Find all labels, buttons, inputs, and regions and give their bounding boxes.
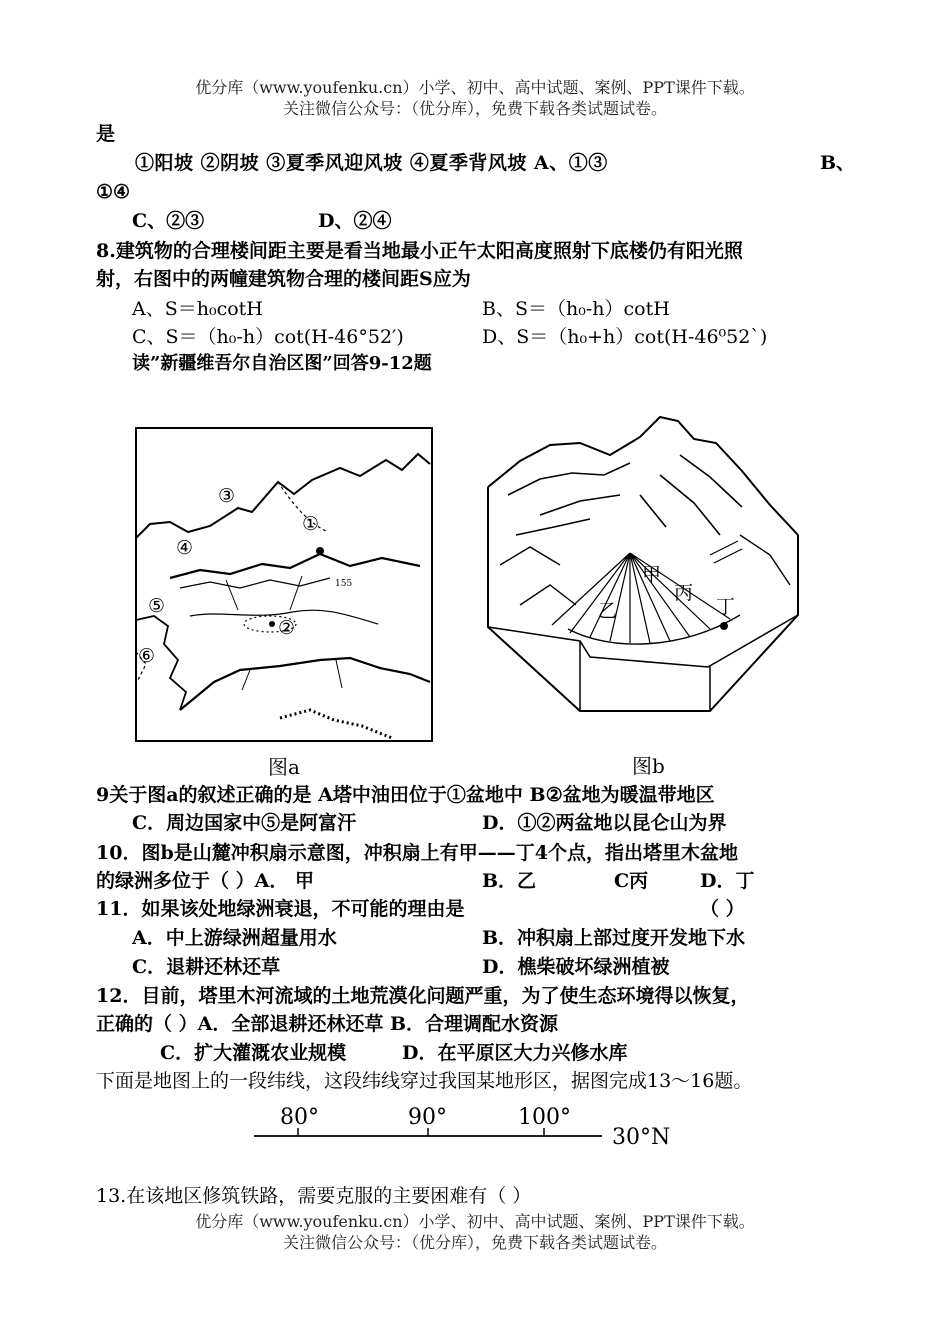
svg-text:乙: 乙 [598, 600, 618, 622]
q10-stem-2: 的绿洲多位于（ ）A． 甲 [96, 870, 314, 892]
svg-text:①: ① [302, 513, 320, 535]
q11-option-b: B．冲积扇上部过度开发地下水 [482, 927, 746, 949]
svg-text:丙: 丙 [674, 582, 694, 604]
latitude-line-figure [250, 1098, 700, 1158]
lat-intro: 下面是地图上的一段纬线，这段纬线穿过我国某地形区，据图完成13～16题。 [96, 1070, 753, 1092]
q11-option-c: C．退耕还林还草 [132, 956, 281, 978]
q8-option-a: A、S＝h₀cotH [132, 298, 263, 320]
lat-tick-90: 90° [408, 1105, 447, 1130]
q7-option-b: B、 [820, 152, 856, 174]
q11-stem: 11．如果该处地绿洲衰退，不可能的理由是 [96, 898, 465, 920]
q13-stem: 13.在该地区修筑铁路，需要克服的主要困难有（ ） [96, 1185, 532, 1207]
q8-option-b: B、S＝（h₀-h）cotH [482, 298, 670, 320]
svg-text:④: ④ [176, 537, 194, 559]
q8-option-d: D、S＝（h₀+h）cot(H-46⁰52`) [482, 326, 768, 348]
svg-text:丁: 丁 [716, 596, 736, 618]
svg-text:⑤: ⑤ [148, 595, 166, 617]
q12-stem-1: 12．目前，塔里木河流域的土地荒漠化问题严重，为了使生态环境得以恢复， [96, 985, 750, 1007]
svg-text:③: ③ [218, 485, 236, 507]
q7-option-b-value: ①④ [96, 181, 131, 203]
q7-tail: 是 [96, 123, 116, 145]
q10-stem-1: 10．图b是山麓冲积扇示意图，冲积扇上有甲——丁4个点，指出塔里木盆地 [96, 842, 738, 864]
q12-option-d: D．在平原区大力兴修水库 [402, 1042, 628, 1064]
lat-tick-80: 80° [280, 1105, 319, 1130]
q7-options-line: ①阳坡 ②阴坡 ③夏季风迎风坡 ④夏季背风坡 A、①③ [135, 152, 608, 174]
svg-text:155: 155 [335, 579, 353, 589]
q10-option-c: C丙 [614, 870, 649, 892]
q10-option-b: B．乙 [482, 870, 537, 892]
header-line-2: 关注微信公众号：（优分库），免费下载各类试题试卷。 [282, 99, 667, 118]
figure-b-caption: 图b [632, 754, 665, 778]
q8-stem-1: 8.建筑物的合理楼间距主要是看当地最小正午太阳高度照射下底楼仍有阳光照 [96, 240, 743, 262]
footer-line-2: 关注微信公众号：（优分库），免费下载各类试题试卷。 [282, 1233, 667, 1252]
svg-text:②: ② [278, 617, 296, 639]
q8-stem-2: 射，右图中的两幢建筑物合理的楼间距S应为 [96, 268, 471, 290]
q10-option-d: D．丁 [700, 870, 755, 892]
q12-stem-2: 正确的（ ）A．全部退耕还林还草 B．合理调配水资源 [96, 1013, 559, 1035]
q9-option-d: D．①②两盆地以昆仑山为界 [482, 812, 727, 834]
q11-blank: （ ） [700, 898, 745, 920]
q11-option-a: A．中上游绿洲超量用水 [132, 927, 337, 949]
figure-a-map [130, 420, 440, 780]
q7-option-c: C、②③ [132, 210, 205, 232]
q9-option-c: C．周边国家中⑤是阿富汗 [132, 812, 357, 834]
lat-label: 30°N [612, 1125, 671, 1150]
lat-tick-100: 100° [518, 1105, 571, 1130]
q12-option-c: C．扩大灌溉农业规模 [160, 1042, 347, 1064]
footer-line-1: 优分库（www.youfenku.cn）小学、初中、高中试题、案例、PPT课件下载。 [195, 1212, 755, 1231]
header-line-1: 优分库（www.youfenku.cn）小学、初中、高中试题、案例、PPT课件下载。 [195, 78, 755, 97]
svg-text:甲: 甲 [642, 564, 662, 586]
map-intro: 读”新疆维吾尔自治区图”回答9-12题 [132, 353, 432, 374]
q9-stem: 9关于图a的叙述正确的是 A塔中油田位于①盆地中 B②盆地为暖温带地区 [96, 784, 715, 806]
figure-a-caption: 图a [268, 755, 300, 779]
q11-option-d: D．樵柴破坏绿洲植被 [482, 956, 670, 978]
q7-option-d: D、②④ [318, 210, 392, 232]
svg-text:⑥: ⑥ [138, 645, 156, 667]
figure-b-fan [480, 415, 810, 780]
q8-option-c: C、S＝（h₀-h）cot(H-46°52′) [132, 326, 404, 348]
